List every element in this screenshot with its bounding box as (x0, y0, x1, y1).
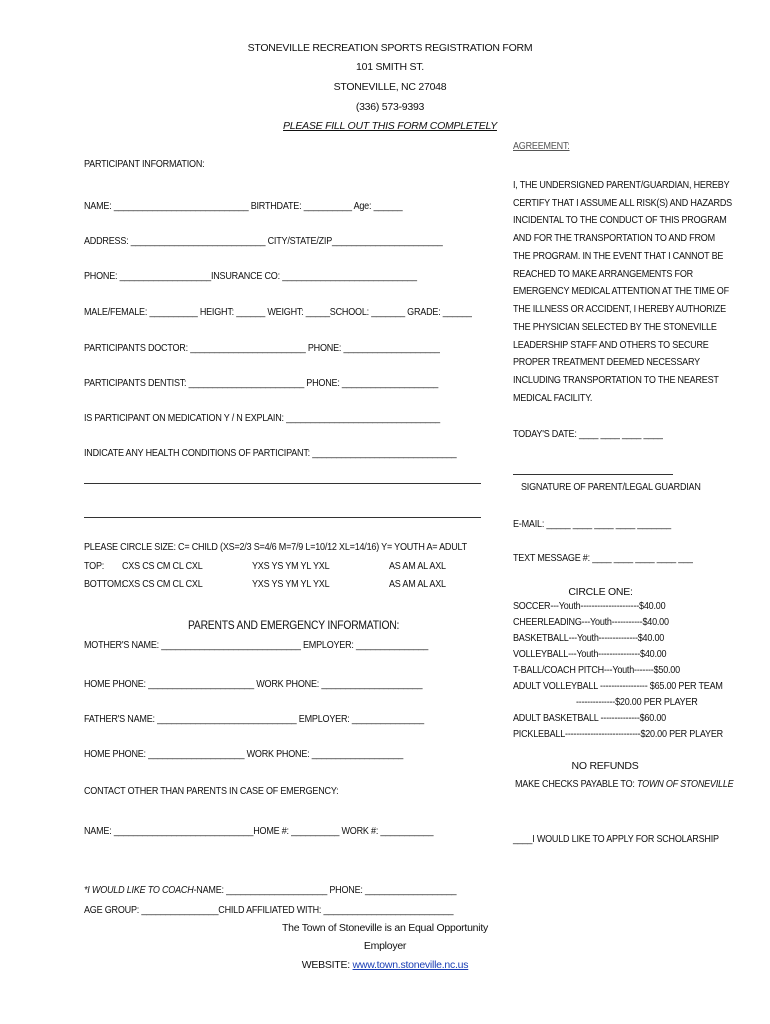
agreement-line: EMERGENCY MEDICAL ATTENTION AT THE TIME OF (513, 285, 729, 297)
bottom-adult-sizes[interactable]: AS AM AL AXL (389, 578, 446, 590)
mother-employer-field[interactable]: MOTHER'S NAME: _____________________________ EMPLOYER: _______________ (84, 639, 429, 651)
address-street: 101 SMITH ST. (356, 61, 424, 73)
name-birthdate-age-field[interactable]: NAME: ____________________________ BIRTHDATE: __________ Age: ______ (84, 200, 403, 212)
agreement-line: REACHED TO MAKE ARRANGEMENTS FOR (513, 268, 693, 280)
scholarship-field[interactable]: ____I WOULD LIKE TO APPLY FOR SCHOLARSHIP (513, 833, 719, 845)
home-work-phone-field[interactable]: HOME PHONE: ______________________ WORK PHONE: _____________________ (84, 678, 423, 690)
coach-age-group-field[interactable]: AGE GROUP: ________________CHILD AFFILIATED WITH: ___________________________ (84, 904, 454, 916)
fee-option[interactable]: BASKETBALL---Youth--------------$40.00 (513, 632, 665, 644)
top-youth-sizes[interactable]: YXS YS YM YL YXL (252, 560, 330, 572)
agreement-line: PROPER TREATMENT DEEMED NECESSARY (513, 356, 700, 368)
address-city: STONEVILLE, NC 27048 (333, 81, 447, 93)
email-field[interactable]: E-MAIL: _____ ____ ____ ____ _______ (513, 518, 671, 530)
fee-option[interactable]: T-BALL/COACH PITCH---Youth-------$50.00 (513, 664, 680, 676)
agreement-line: THE PHYSICIAN SELECTED BY THE STONEVILLE (513, 321, 717, 333)
fill-instruction: PLEASE FILL OUT THIS FORM COMPLETELY (283, 120, 497, 132)
website-link[interactable]: www.town.stoneville.nc.us (352, 959, 469, 971)
agreement-line: MEDICAL FACILITY. (513, 392, 593, 404)
top-child-sizes[interactable]: CXS CS CM CL CXL (122, 560, 203, 572)
health-conditions-line[interactable] (84, 483, 481, 484)
home-work-phone-field[interactable]: HOME PHONE: ____________________ WORK PHONE: ___________________ (84, 748, 404, 760)
agreement-line: I, THE UNDERSIGNED PARENT/GUARDIAN, HEREBY (513, 179, 730, 191)
agreement-line: THE PROGRAM. IN THE EVENT THAT I CANNOT BE (513, 250, 724, 262)
size-heading: PLEASE CIRCLE SIZE: C= CHILD (XS=2/3 S=4/6 M=7/9 L=10/12 XL=14/16) Y= YOUTH A= ADULT (84, 541, 467, 553)
signature-label: SIGNATURE OF PARENT/LEGAL GUARDIAN (521, 481, 701, 493)
bottom-youth-sizes[interactable]: YXS YS YM YL YXL (252, 578, 330, 590)
equal-opportunity-line: Employer (363, 940, 407, 952)
fee-option[interactable]: PICKLEBALL---------------------------$20.00 PER PLAYER (513, 728, 723, 740)
medication-field[interactable]: IS PARTICIPANT ON MEDICATION Y / N EXPLAIN: ________________________________ (84, 412, 440, 424)
no-refunds-notice: NO REFUNDS (571, 760, 639, 772)
equal-opportunity-line: The Town of Stoneville is an Equal Opportunity (281, 922, 489, 934)
coach-line[interactable] (84, 884, 456, 897)
top-size-label: TOP: (84, 560, 105, 572)
website-label: WEBSITE: (301, 959, 353, 971)
office-phone: (336) 573-9393 (355, 101, 425, 113)
fee-option[interactable]: --------------$20.00 PER PLAYER (576, 696, 698, 708)
parents-heading: PARENTS AND EMERGENCY INFORMATION: (188, 618, 400, 632)
father-employer-field[interactable]: FATHER'S NAME: _____________________________ EMPLOYER: _______________ (84, 713, 424, 725)
health-conditions-field[interactable]: INDICATE ANY HEALTH CONDITIONS OF PARTICIPANT: ______________________________ (84, 447, 457, 459)
emergency-contact-field[interactable]: NAME: _____________________________HOME #: __________ WORK #: ___________ (84, 825, 434, 837)
coach-prefix: *I WOULD LIKE TO COACH- (84, 884, 197, 896)
text-message-field[interactable]: TEXT MESSAGE #: ____ ____ ____ ____ ___ (513, 552, 693, 564)
top-adult-sizes[interactable]: AS AM AL AXL (389, 560, 446, 572)
fee-option[interactable]: ADULT VOLLEYBALL ----------------- $65.00 PER TEAM (513, 680, 723, 692)
checks-payee: TOWN OF STONEVILLE (636, 778, 734, 790)
phone-insurance-field[interactable]: PHONE: ___________________INSURANCE CO: ____________________________ (84, 270, 417, 282)
participant-heading: PARTICIPANT INFORMATION: (84, 158, 205, 170)
todays-date-field[interactable]: TODAY'S DATE: ____ ____ ____ ____ (513, 428, 663, 440)
agreement-line: AND FOR THE TRANSPORTATION TO AND FROM (513, 232, 715, 244)
sex-height-weight-field[interactable]: MALE/FEMALE: __________ HEIGHT: ______ WEIGHT: _____SCHOOL: _______ GRADE: ______ (84, 306, 472, 318)
website-line (270, 959, 500, 972)
coach-name-phone-field[interactable]: NAME: _____________________ PHONE: ___________________ (196, 884, 457, 896)
dentist-field[interactable]: PARTICIPANTS DENTIST: ________________________ PHONE: ____________________ (84, 377, 439, 389)
form-title: STONEVILLE RECREATION SPORTS REGISTRATION FORM (247, 42, 533, 54)
bottom-child-sizes[interactable]: CXS CS CM CL CXL (122, 578, 203, 590)
agreement-line: LEADERSHIP STAFF AND OTHERS TO SECURE (513, 339, 709, 351)
agreement-heading: AGREEMENT: (513, 140, 570, 152)
doctor-field[interactable]: PARTICIPANTS DOCTOR: ________________________ PHONE: ____________________ (84, 342, 440, 354)
checks-payable-label: MAKE CHECKS PAYABLE TO: (515, 778, 637, 790)
agreement-line: INCLUDING TRANSPORTATION TO THE NEAREST (513, 374, 719, 386)
checks-payable-line (515, 778, 733, 791)
fee-option[interactable]: SOCCER---Youth---------------------$40.00 (513, 600, 666, 612)
fee-option[interactable]: ADULT BASKETBALL --------------$60.00 (513, 712, 666, 724)
agreement-line: INCIDENTAL TO THE CONDUCT OF THIS PROGRAM (513, 214, 727, 226)
fee-option[interactable]: VOLLEYBALL---Youth---------------$40.00 (513, 648, 667, 660)
emergency-contact-heading: CONTACT OTHER THAN PARENTS IN CASE OF EMERGENCY: (84, 785, 339, 797)
agreement-line: CERTIFY THAT I ASSUME ALL RISK(S) AND HAZARDS (513, 197, 732, 209)
signature-line[interactable] (513, 474, 673, 475)
health-conditions-line[interactable] (84, 517, 481, 518)
fee-option[interactable]: CHEERLEADING---Youth-----------$40.00 (513, 616, 669, 628)
address-field[interactable]: ADDRESS: ____________________________ CITY/STATE/ZIP_______________________ (84, 235, 443, 247)
circle-one-heading: CIRCLE ONE: (568, 586, 633, 598)
agreement-line: THE ILLNESS OR ACCIDENT, I HEREBY AUTHORIZE (513, 303, 726, 315)
bottom-size-label: BOTTOM: (84, 578, 124, 590)
